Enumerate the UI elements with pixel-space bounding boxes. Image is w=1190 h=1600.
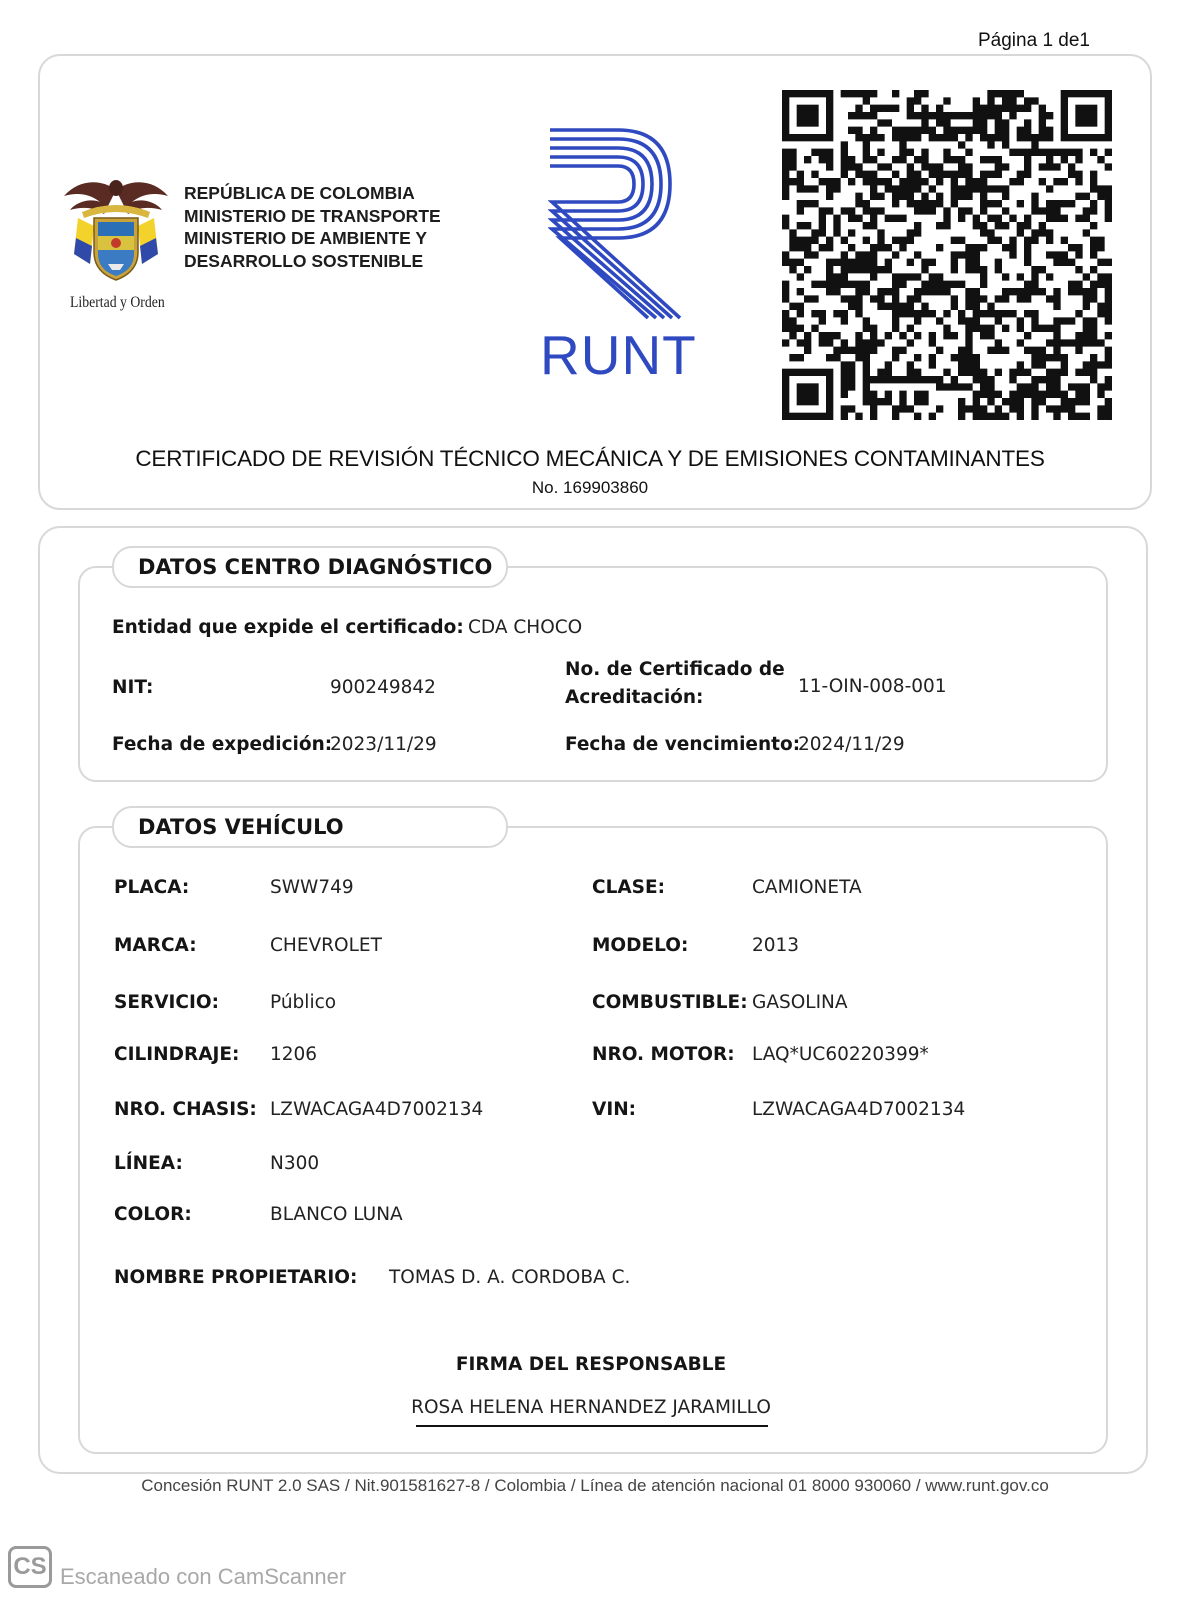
government-heading — [184, 182, 441, 272]
chasis-label: NRO. CHASIS: — [114, 1099, 257, 1120]
government-line: MINISTERIO DE AMBIENTE Y — [184, 228, 428, 248]
camscanner-logo: CS — [8, 1546, 52, 1588]
runt-logo-text: RUNT — [540, 324, 697, 386]
certificate-title: CERTIFICADO DE REVISIÓN TÉCNICO MECÁNICA Y DE EMISIONES CONTAMINANTES — [135, 446, 1045, 471]
owner-label: NOMBRE PROPIETARIO: — [114, 1267, 358, 1288]
placa-value: SWW749 — [270, 877, 354, 898]
expiry-date-value: 2024/11/29 — [798, 734, 905, 755]
footer-text: Concesión RUNT 2.0 SAS / Nit.901581627-8 / Colombia / Línea de atención nacional 01 8000 930060 / www.runt.gov.co — [141, 1476, 1049, 1495]
expiry-date-label: Fecha de vencimiento: — [565, 734, 801, 755]
government-line: REPÚBLICA DE COLOMBIA — [184, 183, 415, 203]
diagnostic-center-title: DATOS CENTRO DIAGNÓSTICO — [138, 555, 493, 579]
government-line: DESARROLLO SOSTENIBLE — [184, 250, 424, 271]
vehicle-title: DATOS VEHÍCULO — [138, 815, 344, 839]
coat-of-arms-motto: Libertad y Orden — [70, 294, 165, 311]
runt-logo-icon — [548, 124, 700, 322]
issue-date-value: 2023/11/29 — [330, 734, 437, 755]
nit-value: 900249842 — [330, 677, 436, 698]
diagnostic-center-tab — [112, 546, 508, 588]
linea-value: N300 — [270, 1153, 320, 1174]
issue-date-label: Fecha de expedición: — [112, 734, 333, 755]
modelo-value: 2013 — [752, 935, 800, 956]
color-value: BLANCO LUNA — [270, 1204, 403, 1225]
colombia-coat-of-arms-icon — [60, 172, 172, 288]
accreditation-label-line: No. de Certificado de — [565, 659, 785, 680]
cilindraje-value: 1206 — [270, 1044, 318, 1065]
cilindraje-label: CILINDRAJE: — [114, 1044, 240, 1065]
government-line: MINISTERIO DE TRANSPORTE — [184, 205, 441, 226]
accreditation-label — [565, 656, 785, 712]
camscanner-watermark: Escaneado con CamScanner — [60, 1564, 347, 1589]
vin-value: LZWACAGA4D7002134 — [752, 1099, 966, 1120]
accreditation-value: 11-OIN-008-001 — [798, 676, 947, 697]
vin-label: VIN: — [592, 1099, 637, 1120]
marca-label: MARCA: — [114, 935, 197, 956]
combustible-value: GASOLINA — [752, 992, 848, 1013]
clase-label: CLASE: — [592, 877, 666, 898]
certificate-number: No. 169903860 — [531, 478, 649, 497]
accreditation-label-line: Acreditación: — [565, 687, 704, 708]
page-number: Página 1 de1 — [978, 30, 1090, 51]
marca-value: CHEVROLET — [270, 935, 382, 956]
nit-label: NIT: — [112, 677, 154, 698]
clase-value: CAMIONETA — [752, 877, 862, 898]
signature-label: FIRMA DEL RESPONSABLE — [455, 1354, 727, 1375]
motor-value: LAQ*UC60220399* — [752, 1044, 929, 1065]
entity-value: CDA CHOCO — [468, 617, 583, 638]
owner-value: TOMAS D. A. CORDOBA C. — [389, 1267, 631, 1288]
signature-name: ROSA HELENA HERNANDEZ JARAMILLO — [411, 1397, 771, 1418]
linea-label: LÍNEA: — [114, 1153, 183, 1174]
servicio-label: SERVICIO: — [114, 992, 219, 1013]
modelo-label: MODELO: — [592, 935, 689, 956]
entity-label: Entidad que expide el certificado: — [112, 617, 464, 638]
servicio-value: Público — [270, 992, 337, 1013]
signature-line — [416, 1425, 768, 1427]
motor-label: NRO. MOTOR: — [592, 1044, 735, 1065]
qr-code-icon — [782, 90, 1112, 424]
combustible-label: COMBUSTIBLE: — [592, 992, 748, 1013]
color-label: COLOR: — [114, 1204, 192, 1225]
chasis-value: LZWACAGA4D7002134 — [270, 1099, 484, 1120]
placa-label: PLACA: — [114, 877, 190, 898]
vehicle-tab — [112, 806, 508, 848]
